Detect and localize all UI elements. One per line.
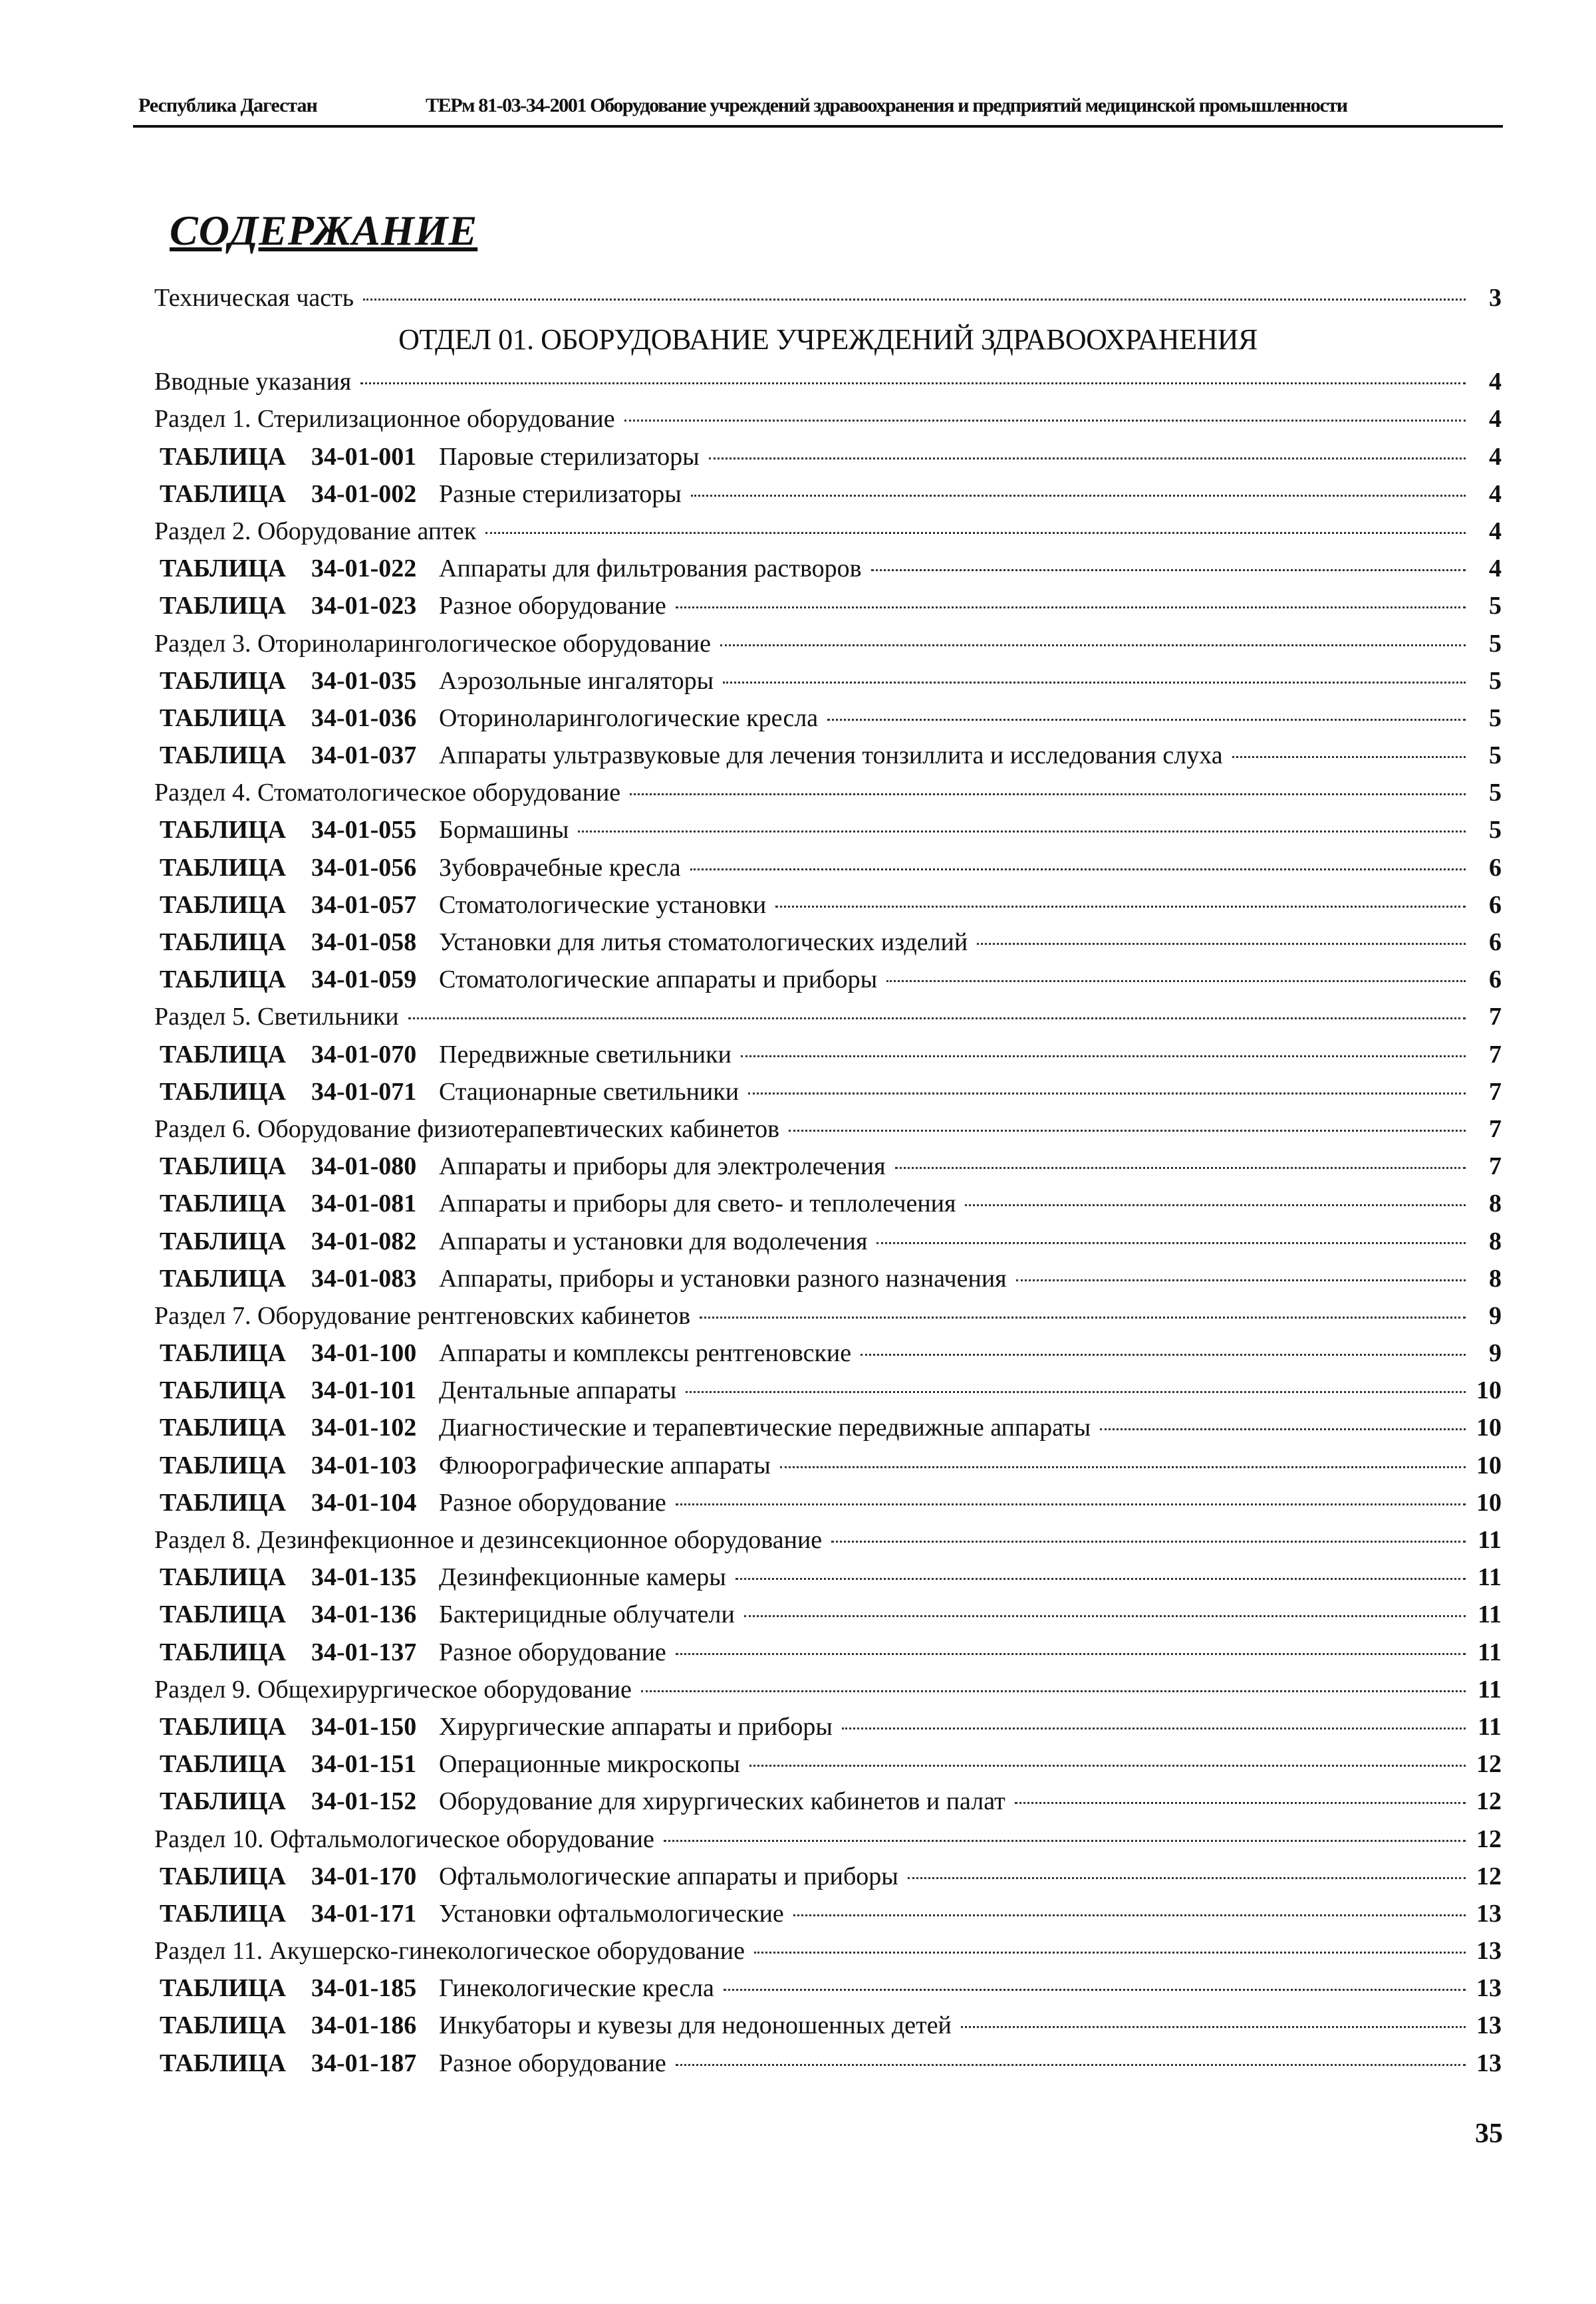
toc-entry-label: Диагностические и терапевтические передвижные аппараты [439,1414,1091,1442]
dot-leader [624,420,1466,422]
dot-leader [630,793,1466,795]
table-prefix: ТАБЛИЦА [160,1414,286,1442]
table-code [160,1895,439,1932]
toc-entry-label: Гинекологические кресла [439,1974,714,2003]
toc-entry-page: 6 [1489,890,1502,919]
table-prefix: ТАБЛИЦА [160,555,286,583]
table-code [160,1484,439,1521]
toc-table-entry[interactable] [154,438,1502,475]
dot-leader [709,457,1466,459]
table-number: 34-01-023 [311,592,417,620]
toc-entry-page: 12 [1476,1862,1502,1890]
toc-table-entry[interactable] [154,1409,1502,1446]
dot-leader [1016,1279,1466,1281]
toc-entry-page: 6 [1489,853,1502,882]
toc-entry-page: 9 [1489,1301,1502,1330]
table-number: 34-01-056 [311,853,417,882]
table-code [160,811,439,848]
dot-leader [789,1130,1466,1132]
toc-section-entry[interactable] [154,1521,1502,1559]
toc-entry-page: 7 [1489,1040,1502,1069]
table-number: 34-01-022 [311,555,417,583]
table-code [160,1409,439,1446]
toc-entry-page: 8 [1489,1227,1502,1255]
table-prefix: ТАБЛИЦА [160,2049,286,2077]
toc-entry-label: Раздел 8. Дезинфекционное и дезинсекционное оборудование [154,1526,823,1554]
table-code [160,1596,439,1633]
dot-leader [961,2026,1466,2028]
dot-leader [780,1466,1466,1468]
toc-entry-page: 5 [1489,779,1502,807]
toc-table-entry[interactable] [154,1634,1502,1671]
toc-section-entry[interactable] [154,1932,1502,1970]
dot-leader [1100,1428,1466,1430]
table-number: 34-01-100 [311,1339,417,1368]
table-prefix: ТАБЛИЦА [160,1974,286,2003]
dot-leader [754,1952,1466,1954]
toc-entry-label: Разное оборудование [439,1638,666,1666]
toc-section-entry[interactable] [154,774,1502,811]
table-number: 34-01-070 [311,1040,417,1069]
toc-table-entry[interactable] [154,1895,1502,1932]
table-prefix: ТАБЛИЦА [160,1862,286,1890]
table-code [160,1335,439,1372]
table-code [160,1223,439,1260]
toc-entry-label: Раздел 4. Стоматологическое оборудование [154,779,621,807]
toc-entry-label: Аппараты и установки для водолечения [439,1227,868,1255]
table-prefix: ТАБЛИЦА [160,1376,286,1405]
table-prefix: ТАБЛИЦА [160,1190,286,1218]
table-number: 34-01-055 [311,816,417,844]
toc-section-entry[interactable] [154,513,1502,550]
table-prefix: ТАБЛИЦА [160,965,286,994]
table-code [160,849,439,886]
toc-entry-label: Разное оборудование [439,1488,666,1517]
toc-table-entry[interactable] [154,1559,1502,1596]
table-code [160,1372,439,1409]
toc-entry-label: Раздел 7. Оборудование рентгеновских кабинетов [154,1301,691,1330]
toc-table-entry[interactable] [154,662,1502,700]
toc-entry-page: 13 [1476,2049,1502,2077]
table-prefix: ТАБЛИЦА [160,1152,286,1181]
toc-entry-label: Разное оборудование [439,2049,666,2077]
dot-leader [720,644,1466,646]
toc-entry-page: 13 [1476,1974,1502,2003]
table-code [160,2007,439,2044]
table-number: 34-01-137 [311,1638,417,1666]
toc-entry-page: 11 [1478,1712,1502,1741]
toc-table-entry[interactable] [154,2007,1502,2044]
toc-entry-label: Дезинфекционные камеры [439,1563,726,1592]
toc-section-entry[interactable] [154,1110,1502,1148]
toc-entry-page: 7 [1489,1003,1502,1031]
toc-entry-page: 4 [1489,479,1502,508]
table-code [160,1447,439,1484]
toc-table-entry[interactable] [154,1970,1502,2007]
toc-entry-label: Раздел 11. Акушерско-гинекологическое оборудование [154,1937,745,1966]
toc-table-entry[interactable] [154,1036,1502,1073]
toc-section-entry[interactable] [154,1297,1502,1335]
toc-entry-label: Раздел 1. Стерилизационное оборудование [154,405,615,434]
table-code [160,1745,439,1783]
dot-leader [578,831,1466,832]
toc-section-entry[interactable] [154,1821,1502,1858]
dot-leader [676,1503,1466,1505]
toc-entry-page: 4 [1489,517,1502,545]
table-number: 34-01-037 [311,741,417,770]
table-number: 34-01-170 [311,1862,417,1890]
toc-entry-label: Флюорографические аппараты [439,1451,771,1479]
table-code [160,700,439,737]
table-number: 34-01-083 [311,1264,417,1293]
table-code [160,1260,439,1297]
table-prefix: ТАБЛИЦА [160,1638,286,1666]
toc-entry-label: Стационарные светильники [439,1077,739,1106]
table-number: 34-01-150 [311,1712,417,1741]
toc-table-entry[interactable] [154,587,1502,624]
table-prefix: ТАБЛИЦА [160,1227,286,1255]
toc-entry-label: Техническая часть [154,284,354,312]
dot-leader [641,1690,1466,1692]
table-number: 34-01-058 [311,928,417,956]
dot-leader [744,1615,1466,1617]
toc-entry-page: 7 [1489,1114,1502,1143]
header-region: Республика Дагестан [138,94,317,116]
table-number: 34-01-171 [311,1899,417,1928]
dot-leader [363,299,1466,301]
toc-entry-label: Бормашины [439,816,569,844]
toc-table-entry[interactable] [154,1148,1502,1185]
toc-section-entry[interactable] [154,363,1502,400]
toc-entry-page: 5 [1489,592,1502,620]
table-code [160,1970,439,2007]
toc-entry-label: Оториноларингологические кресла [439,704,819,732]
table-code [160,1148,439,1185]
toc-table-entry[interactable] [154,1783,1502,1820]
table-prefix: ТАБЛИЦА [160,1040,286,1069]
toc-entry-page: 4 [1489,368,1502,396]
table-code [160,1858,439,1895]
table-number: 34-01-035 [311,666,417,695]
dot-leader [871,569,1466,571]
toc-entry-page: 11 [1478,1638,1502,1666]
toc-entry-label: Зубоврачебные кресла [439,853,681,882]
table-prefix: ТАБЛИЦА [160,1712,286,1741]
toc-entry-label: Вводные указания [154,368,352,396]
dot-leader [793,1914,1466,1916]
toc-entry-label: Раздел 9. Общехирургическое оборудование [154,1675,632,1704]
table-number: 34-01-001 [311,442,417,471]
toc-entry-label: Аппараты, приборы и установки разного назначения [439,1264,1007,1293]
toc-section-entry[interactable] [154,625,1502,662]
table-number: 34-01-104 [311,1488,417,1517]
dot-leader [408,1017,1466,1019]
toc-entry-page: 13 [1476,1937,1502,1966]
table-prefix: ТАБЛИЦА [160,1563,286,1592]
toc-entry-page: 4 [1489,555,1502,583]
toc-table-entry[interactable] [154,811,1502,848]
toc-entry-label: Передвижные светильники [439,1040,732,1069]
table-code [160,438,439,475]
table-prefix: ТАБЛИЦА [160,1339,286,1368]
toc-table-entry[interactable] [154,1596,1502,1633]
toc-entry-page: 7 [1489,1152,1502,1181]
toc-entry-label: Операционные микроскопы [439,1750,740,1779]
toc-entry-label: Стоматологические аппараты и приборы [439,965,878,994]
table-code [160,1708,439,1745]
table-number: 34-01-136 [311,1600,417,1629]
table-prefix: ТАБЛИЦА [160,853,286,882]
toc-entry-label: Установки для литья стоматологических изделий [439,928,968,956]
table-prefix: ТАБЛИЦА [160,1264,286,1293]
toc-section-entry[interactable] [154,998,1502,1035]
dot-leader [861,1354,1466,1356]
toc-entry-label: Аппараты для фильтрования растворов [439,555,862,583]
table-number: 34-01-036 [311,704,417,732]
toc-table-entry[interactable] [154,1335,1502,1372]
toc-table-entry[interactable] [154,961,1502,998]
toc-entry-label: Паровые стерилизаторы [439,442,700,471]
toc-entry-page: 12 [1476,1750,1502,1779]
toc-entry-page: 5 [1489,816,1502,844]
table-code [160,737,439,774]
toc-entry-page: 10 [1476,1414,1502,1442]
table-code [160,886,439,924]
toc-entry-page: 3 [1489,284,1502,312]
toc-entry-page: 11 [1478,1675,1502,1704]
toc-entry-label: Дентальные аппараты [439,1376,677,1405]
header-document-title: ТЕРм 81-03-34-2001 Оборудование учреждений здравоохранения и предприятий медицинской промышленности [426,94,1347,116]
toc-entry-label: Разные стерилизаторы [439,479,682,508]
toc-entry-page: 11 [1478,1600,1502,1629]
toc-entry-label: Аппараты и комплексы рентгеновские [439,1339,852,1368]
toc-entry-page: 13 [1476,1899,1502,1928]
dot-leader [1232,756,1466,758]
table-code [160,1559,439,1596]
toc-entry-page: 10 [1476,1376,1502,1405]
table-prefix: ТАБЛИЦА [160,1488,286,1517]
toc-entry-label: Хирургические аппараты и приборы [439,1712,833,1741]
table-code [160,2045,439,2082]
toc-table-entry[interactable] [154,700,1502,737]
table-prefix: ТАБЛИЦА [160,1787,286,1816]
table-prefix: ТАБЛИЦА [160,592,286,620]
table-prefix: ТАБЛИЦА [160,704,286,732]
table-number: 34-01-057 [311,890,417,919]
dot-leader [723,682,1466,684]
toc-table-entry[interactable] [154,924,1502,961]
toc-table-entry[interactable] [154,475,1502,513]
toc-table-entry[interactable] [154,1185,1502,1222]
dot-leader [691,495,1466,497]
dot-leader [676,1653,1466,1655]
dot-leader [664,1840,1466,1842]
toc-entry-label: Аэрозольные ингаляторы [439,666,714,695]
toc-entry-label: Аппараты ультразвуковые для лечения тонзиллита и исследования слуха [439,741,1223,770]
toc-entry-label: Установки офтальмологические [439,1899,784,1928]
dot-leader [977,943,1466,945]
dot-leader [886,980,1466,982]
table-number: 34-01-152 [311,1787,417,1816]
dot-leader [690,868,1466,870]
toc-entry-label: Разное оборудование [439,592,666,620]
dot-leader [724,1989,1466,1991]
table-prefix: ТАБЛИЦА [160,890,286,919]
table-number: 34-01-082 [311,1227,417,1255]
table-number: 34-01-002 [311,479,417,508]
toc-entries [154,363,1502,2082]
table-code [160,924,439,961]
dot-leader [827,719,1466,721]
toc-entry-page: 6 [1489,965,1502,994]
table-prefix: ТАБЛИЦА [160,1899,286,1928]
toc-entry-technical[interactable] [154,279,1502,317]
toc-table-entry[interactable] [154,737,1502,774]
toc-entry-page: 6 [1489,928,1502,956]
dot-leader [895,1167,1466,1169]
dot-leader [965,1204,1466,1206]
table-number: 34-01-102 [311,1414,417,1442]
toc-entry-page: 7 [1489,1077,1502,1106]
toc-entry-page: 12 [1476,1825,1502,1853]
table-prefix: ТАБЛИЦА [160,479,286,508]
table-number: 34-01-103 [311,1451,417,1479]
dot-leader [686,1391,1466,1393]
toc-table-entry[interactable] [154,1073,1502,1110]
table-prefix: ТАБЛИЦА [160,928,286,956]
toc-entry-page: 10 [1476,1451,1502,1479]
table-code [160,550,439,587]
table-code [160,961,439,998]
toc-entry-page: 11 [1478,1563,1502,1592]
dot-leader [700,1317,1466,1319]
toc-table-entry[interactable] [154,1260,1502,1297]
table-code [160,475,439,513]
toc-entry-page: 5 [1489,629,1502,658]
toc-table-entry[interactable] [154,849,1502,886]
table-number: 34-01-080 [311,1152,417,1181]
dot-leader [749,1765,1466,1767]
dot-leader [831,1541,1466,1543]
toc-entry-label: Оборудование для хирургических кабинетов и палат [439,1787,1005,1816]
table-code [160,1634,439,1671]
toc-table-entry[interactable] [154,886,1502,924]
department-heading: ОТДЕЛ 01. ОБОРУДОВАНИЕ УЧРЕЖДЕНИЙ ЗДРАВООХРАНЕНИЯ [398,323,1258,356]
toc-entry-label: Раздел 6. Оборудование физиотерапевтических кабинетов [154,1114,780,1143]
table-prefix: ТАБЛИЦА [160,741,286,770]
table-prefix: ТАБЛИЦА [160,1451,286,1479]
table-number: 34-01-185 [311,1974,417,2003]
dot-leader [748,1092,1466,1094]
table-number: 34-01-151 [311,1750,417,1779]
page-number: 35 [1475,2118,1503,2149]
toc-entry-label: Раздел 3. Оториноларингологическое оборудование [154,629,712,658]
toc-entry-label: Стоматологические установки [439,890,767,919]
table-number: 34-01-187 [311,2049,417,2077]
toc-table-entry[interactable] [154,1447,1502,1484]
toc-table-entry[interactable] [154,1745,1502,1783]
table-number: 34-01-101 [311,1376,417,1405]
running-header [133,85,1503,128]
toc-table-entry[interactable] [154,1223,1502,1260]
table-number: 34-01-081 [311,1190,417,1218]
table-of-contents [154,279,1502,2082]
toc-entry-label: Раздел 10. Офтальмологическое оборудование [154,1825,654,1853]
toc-table-entry[interactable] [154,1708,1502,1745]
table-prefix: ТАБЛИЦА [160,442,286,471]
toc-entry-page: 12 [1476,1787,1502,1816]
toc-entry-page: 5 [1489,666,1502,695]
toc-entry-page: 9 [1489,1339,1502,1368]
toc-section-entry[interactable] [154,1671,1502,1708]
toc-entry-label: Раздел 5. Светильники [154,1003,399,1031]
toc-entry-label: Аппараты и приборы для свето- и теплолечения [439,1190,956,1218]
toc-entry-page: 10 [1476,1488,1502,1517]
toc-table-entry[interactable] [154,2045,1502,2082]
table-number: 34-01-059 [311,965,417,994]
toc-entry-page: 8 [1489,1190,1502,1218]
table-prefix: ТАБЛИЦА [160,1750,286,1779]
toc-table-entry[interactable] [154,1858,1502,1895]
table-prefix: ТАБЛИЦА [160,1600,286,1629]
table-code [160,662,439,700]
dot-leader [876,1242,1466,1244]
toc-section-entry[interactable] [154,400,1502,438]
dot-leader [842,1728,1466,1729]
table-number: 34-01-186 [311,2011,417,2040]
dot-leader [775,906,1466,908]
toc-entry-label: Бактерицидные облучатели [439,1600,735,1629]
toc-entry-page: 8 [1489,1264,1502,1293]
toc-table-entry[interactable] [154,1484,1502,1521]
table-prefix: ТАБЛИЦА [160,666,286,695]
dot-leader [360,382,1466,384]
page-title: СОДЕРЖАНИЕ [170,207,478,254]
toc-entry-page: 4 [1489,405,1502,434]
toc-entry-page: 5 [1489,704,1502,732]
toc-entry-page: 5 [1489,741,1502,770]
dot-leader [908,1877,1466,1879]
dot-leader [485,532,1466,534]
table-code [160,1185,439,1222]
toc-entry-label: Инкубаторы и кувезы для недоношенных детей [439,2011,952,2040]
table-code [160,587,439,624]
table-prefix: ТАБЛИЦА [160,1077,286,1106]
toc-entry-page: 11 [1478,1526,1502,1554]
toc-entry-label: Аппараты и приборы для электролечения [439,1152,886,1181]
dot-leader [1015,1802,1466,1804]
table-prefix: ТАБЛИЦА [160,816,286,844]
dot-leader [676,2064,1466,2066]
table-number: 34-01-071 [311,1077,417,1106]
toc-table-entry[interactable] [154,550,1502,587]
table-code [160,1036,439,1073]
toc-entry-label: Раздел 2. Оборудование аптек [154,517,477,545]
table-number: 34-01-135 [311,1563,417,1592]
dot-leader [676,606,1466,608]
table-code [160,1783,439,1820]
toc-entry-page: 13 [1476,2011,1502,2040]
dot-leader [741,1055,1466,1057]
dot-leader [735,1578,1466,1580]
toc-entry-page: 4 [1489,442,1502,471]
toc-table-entry[interactable] [154,1372,1502,1409]
toc-entry-label: Офтальмологические аппараты и приборы [439,1862,898,1890]
table-code [160,1073,439,1110]
table-prefix: ТАБЛИЦА [160,2011,286,2040]
